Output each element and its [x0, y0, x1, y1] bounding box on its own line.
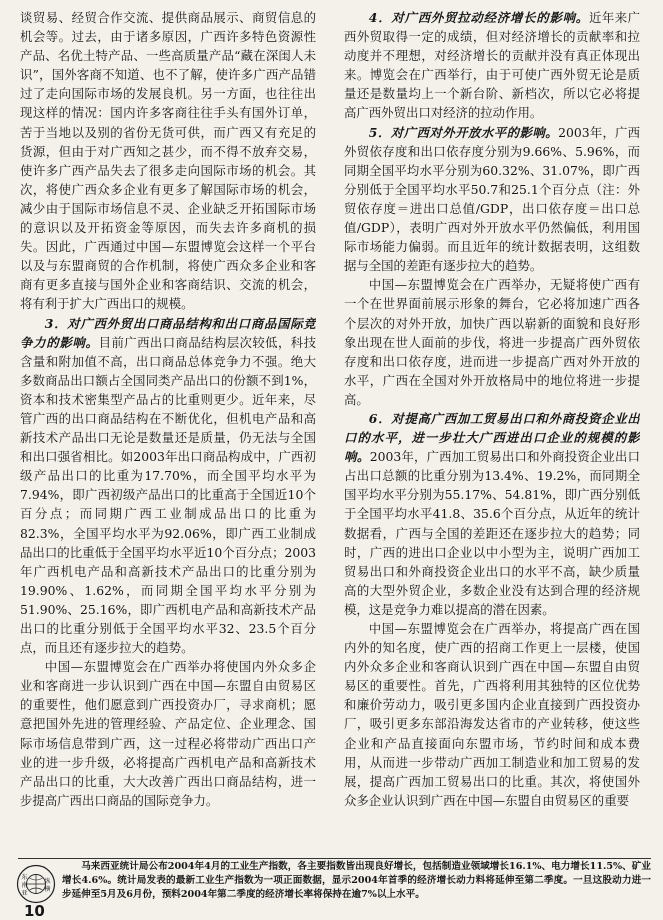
paragraph-text: 2003年，广西加工贸易出口和外商投资企业出口占出口总额的比重分别为13.4%、19.2%，而同期全国平均水平分别为55.17%、54.81%，即广西分别低于全国平均水平41.8、35.6个百分点，从近年的统计数据看，广西与全国的差距还在逐步拉大的趋势；同时，广西的进出口企业以中小型为主，说明广西加工贸易出口和外商投资企业出口的水平不高，缺少质量高的大型外贸企业，多数企业没有达到合理的经济规模，这是竞争力难以提高的潜在因素。	[344, 449, 640, 617]
dongnanya-zongheng-logo	[16, 864, 56, 904]
paragraph-text: 目前广西出口商品结构层次较低，科技含量和附加值不高，出口商品总体竞争力不强。绝大多数商品出口额占全国同类产品出口的份额不到1%，资本和技术密集型产品占的比重则更少。近年来，尽管广西的出口商品结构在不断优化，但机电产品和高新技术产品出口无论是数量还是质量，仍无法与全国和出口强省相比。如2003年出口商品构成中，广西初级产品出口的比重为17.70%，而全国平均水平为7.94%，即广西初级产品出口的比重高于全国近10个百分点；而同期广西工业制成品出口的比重为82.3%，全国平均水平为92.06%，即广西工业制成品出口的比重低于全国平均水平近10个百分点；2003年广西机电产品和高新技术产品出口的比重分别为19.90%、1.62%，而同期全国平均水平分别为51.90%、25.16%，即广西机电产品和高新技术产品出口的比重分别低于全国平均水平32、23.5个百分点，而且还有逐步拉大的趋势。	[20, 334, 316, 656]
page-number: 10	[24, 902, 45, 920]
news-brief	[62, 860, 651, 902]
paragraph	[344, 409, 640, 619]
right-column	[344, 8, 640, 848]
logo-char: 横	[44, 886, 51, 893]
section-heading: 3．对广西外贸出口商品结构和出口商品国际竞争力的影响。	[20, 315, 316, 350]
section-heading: 4．对广西外贸拉动经济增长的影响。	[368, 10, 589, 25]
paragraph	[344, 8, 640, 123]
paragraph	[344, 123, 640, 276]
paragraph-text: 近年来广西外贸取得一定的成绩，但对经济增长的贡献率和拉动度并不理想，对经济增长的贡献并没有真正体现出来。博览会在广西举行，由于可使广西外贸无论是质量还是数量均上一个新台阶、新档次，所以它必将提高广西外贸出口对经济的拉动作用。	[344, 10, 640, 121]
section-heading: 6．对提高广西加工贸易出口和外商投资企业出口的水平，进一步壮大广西进出口企业的规模的影响。	[344, 410, 640, 465]
paragraph: 中国—东盟博览会在广西举办，无疑将使广西有一个在世界面前展示形象的舞台，它必将加速广西各个层次的对外开放，加快广西以崭新的面貌和良好形象出现在世人面前的步伐，将进一步提高广西外贸依存度和出口依存度，进而进一步提高广西对外开放的水平，广西在全国对外开放格局中的地位将进一步提高。	[344, 277, 640, 407]
paragraph: 中国—东盟博览会在广西举办，将提高广西在国内外的知名度，使广西的招商工作更上一层楼，使国内外众多企业和客商认识到广西在中国—东盟自由贸易区的重要性。首先，广西将利用其独特的区位优势和廉价劳动力，吸引更多国内企业直接到广西投资办厂，吸引更多东部沿海发达省市的产业转移，使这些企业和产品直接面向东盟市场，节约时间和成本费用，从而进一步带动广西加工制造业和加工贸易的发展，提高广西加工贸易出口的比重。其次，将使国外众多企业认识到广西在中国—东盟自由贸易区的重要	[344, 621, 640, 808]
logo-char: 南	[21, 882, 28, 889]
left-column	[20, 8, 316, 848]
paragraph: 谈贸易、经贸合作交流、提供商品展示、商贸信息的机会等。过去，由于诸多原因，广西许多特色资源性产品、名优土特产品、一些高质量产品“藏在深闺人未识”，国外客商不知道、也不了解，使许多广西产品错过了走向国际市场的发展良机。另一方面，也往往出现这样的情况：国内许多客商往往手头有国外订单，苦于当地以及别的省份无货可供，而广西又有充足的货源，但由于对广西知之甚少，而不得不放弃交易，使许多广西产品失去了很多走向国际市场的机会。其次，将使广西众多企业有更多了解国际市场的机会，减少由于国际市场信息不灵、企业缺乏开拓国际市场的意识以及开拓资金等原因，而失去许多商机的损失。因此，广西通过中国—东盟博览会这样一个平台以及与东盟商贸的合作机制，将使广西众多企业和客商有更多直接与国外企业和客商结识、交流的机会，将有利于扩大广西出口的规模。	[20, 10, 316, 312]
paragraph-text: 2003年，广西外贸依存度和出口依存度分别为9.66%、5.96%，而同期全国平均水平分别为60.32%、31.07%，即广西分别低于全国平均水平50.7和25.1个百分点（注：外贸依存度＝进出口总值/GDP，出口依存度＝出口总值/GDP），表明广西对外开放水平仍然偏低，利用国际市场能力偏弱。而且近年的统计数据表明，这组数据与全国的差距有逐步拉大的趋势。	[344, 124, 640, 274]
paragraph	[20, 314, 316, 658]
section-heading: 5．对广西对外开放水平的影响。	[368, 124, 559, 140]
news-brief-text: 马来西亚统计局公布2004年4月的工业生产指数，各主要指数皆出现良好增长，包括制造业领域增长16.1%、电力增长11.5%、矿业增长4.6%。统计局发表的最新工业生产指数为一项正面数据，显示2004年首季的经济增长动力料将延伸至第二季度。一旦这股动力进一步延伸至5月及6月份，预料2004年第二季度的经济增长率将保持在逾7%以上水平。	[62, 861, 651, 900]
footer-divider	[18, 858, 651, 859]
logo-char: 亚	[21, 890, 28, 897]
logo-char: 纵	[44, 878, 51, 885]
logo-char: 东	[21, 874, 28, 881]
paragraph: 中国—东盟博览会在广西举办将使国内外众多企业和客商进一步认识到广西在中国—东盟自由贸易区的重要性，他们愿意到广西投资办厂，寻求商机；愿意把国外先进的管理经验、产品定位、企业理念、国际市场信息带到广西，这一过程必将带动广西出口产业的进一步升级，必将提高广西机电产品和高新技术产品出口的比重，大大改善广西出口商品结构，进一步提高广西出口商品的国际竞争力。	[20, 659, 316, 808]
